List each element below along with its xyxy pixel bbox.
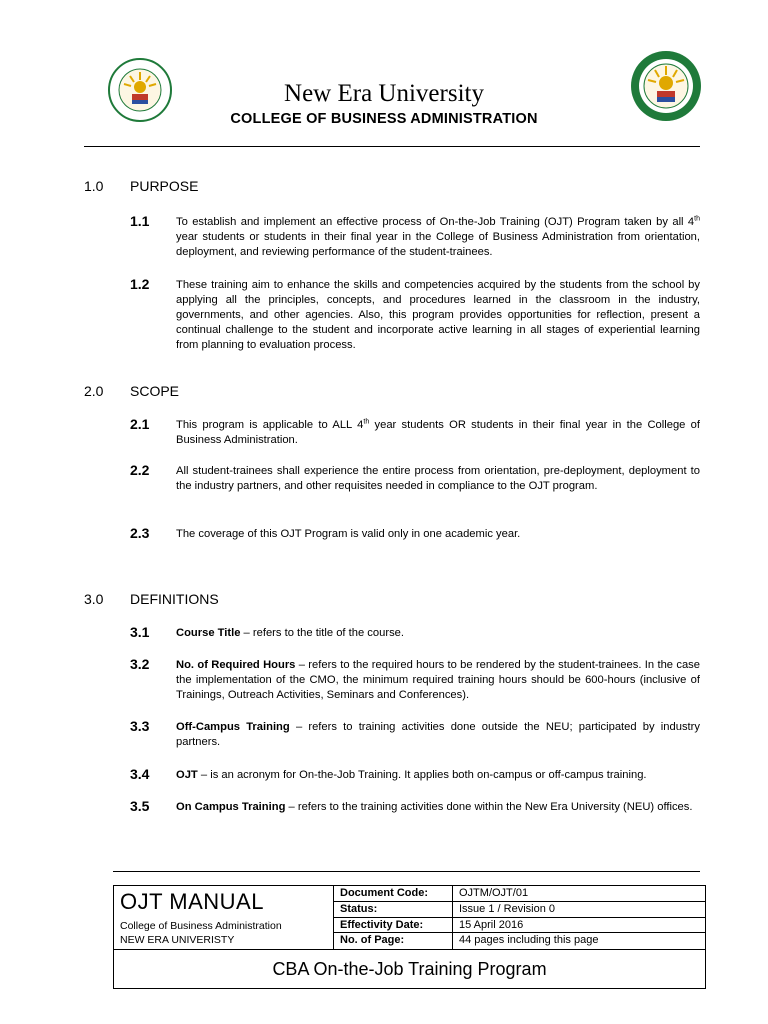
section-heading-purpose <box>84 178 198 194</box>
section-number: 2.0 <box>84 383 104 399</box>
definition-term: No. of Required Hours <box>176 659 296 671</box>
item-number: 3.3 <box>130 718 150 734</box>
item-number: 3.2 <box>130 656 150 672</box>
definition-term: OJT <box>176 769 198 781</box>
header-divider <box>84 146 700 147</box>
document-control-table <box>113 885 706 989</box>
section-heading-scope <box>84 383 179 399</box>
scope-item-1 <box>130 418 700 448</box>
table-row <box>334 886 705 902</box>
item-text: The coverage of this OJT Program is valid only in one academic year. <box>176 528 521 540</box>
item-number: 3.1 <box>130 624 150 640</box>
row-label: Status: <box>334 902 453 917</box>
section-title: SCOPE <box>130 383 180 399</box>
definition-term: On Campus Training <box>176 801 286 813</box>
footer-college: College of Business Administration <box>120 920 282 932</box>
definition-item-5 <box>130 800 700 815</box>
row-value: 44 pages including this page <box>459 934 599 947</box>
section-heading-definitions <box>84 591 219 607</box>
manual-title: OJT MANUAL <box>120 889 264 914</box>
item-number: 1.1 <box>130 213 150 229</box>
section-number: 3.0 <box>84 591 104 607</box>
table-row <box>334 902 705 918</box>
definition-term: Off-Campus Training <box>176 721 290 733</box>
item-text: To establish and implement an effective process of On-the-Job Training (OJT) Program taken by all 4th year students or students in their final year in the College of Business Administration from orientation, deployment, and reviewing performance of the student-trainees. <box>176 215 700 258</box>
definition-item-4 <box>130 768 700 783</box>
scope-item-2 <box>130 464 700 494</box>
program-title: CBA On-the-Job Training Program <box>114 949 705 989</box>
footer-divider <box>113 871 700 872</box>
section-title: PURPOSE <box>130 178 199 194</box>
definition-item-3 <box>130 720 700 750</box>
item-text: No. of Required Hours – refers to the required hours to be rendered by the student-trainees. In the case the implementation of the CMO, the minimum required training hours should be 600-hours (inclusive of Trainings, Outreach Activities, Seminars and Conferences). <box>176 659 700 701</box>
document-info-grid <box>334 886 705 949</box>
item-number: 3.4 <box>130 766 150 782</box>
section-number: 1.0 <box>84 178 104 194</box>
item-number: 2.1 <box>130 416 150 432</box>
college-name: COLLEGE OF BUSINESS ADMINISTRATION <box>230 111 538 127</box>
item-text: All student-trainees shall experience the entire process from orientation, pre-deployment, deployment to the industry partners, and other requisites needed in compliance to the OJT program. <box>176 465 700 492</box>
item-text: These training aim to enhance the skills and competencies acquired by the students from the school by applying all the principles, concepts, and procedures learned in the classroom in the industry, governments, and other agencies. Also, this program provides opportunities for reflection, present a continual challenge to the student and incorporate active learning in all stages of experiential learning from planning to evaluation process. <box>176 279 700 351</box>
footer-university: NEW ERA UNIVERISTY <box>120 934 235 946</box>
row-value: Issue 1 / Revision 0 <box>459 902 555 915</box>
purpose-item-1 <box>130 215 700 260</box>
table-row <box>334 918 705 934</box>
row-label: No. of Page: <box>334 933 453 949</box>
section-title: DEFINITIONS <box>130 591 219 607</box>
item-number: 1.2 <box>130 276 150 292</box>
manual-title-cell <box>114 886 334 949</box>
item-number: 2.2 <box>130 462 150 478</box>
purpose-item-2 <box>130 278 700 353</box>
definition-item-1 <box>130 626 700 641</box>
table-row <box>334 933 705 949</box>
item-number: 3.5 <box>130 798 150 814</box>
item-text: On Campus Training – refers to the training activities done within the New Era University (NEU) offices. <box>176 801 693 813</box>
university-name: New Era University <box>284 80 484 107</box>
row-value: OJTM/OJT/01 <box>459 887 529 899</box>
item-text: This program is applicable to ALL 4th year students OR students in their final year in the College of Business Administration. <box>176 418 700 446</box>
row-label: Effectivity Date: <box>334 918 453 933</box>
definition-item-2 <box>130 658 700 703</box>
definition-term: Course Title <box>176 627 241 639</box>
item-text: Off-Campus Training – refers to training activities done outside the NEU; participated by industry partners. <box>176 721 700 748</box>
row-label: Document Code: <box>334 886 453 901</box>
item-text: Course Title – refers to the title of the course. <box>176 627 404 639</box>
item-number: 2.3 <box>130 525 150 541</box>
row-value: 15 April 2016 <box>459 918 524 931</box>
item-text: OJT – is an acronym for On-the-Job Training. It applies both on-campus or off-campus training. <box>176 769 647 781</box>
scope-item-3 <box>130 527 700 542</box>
